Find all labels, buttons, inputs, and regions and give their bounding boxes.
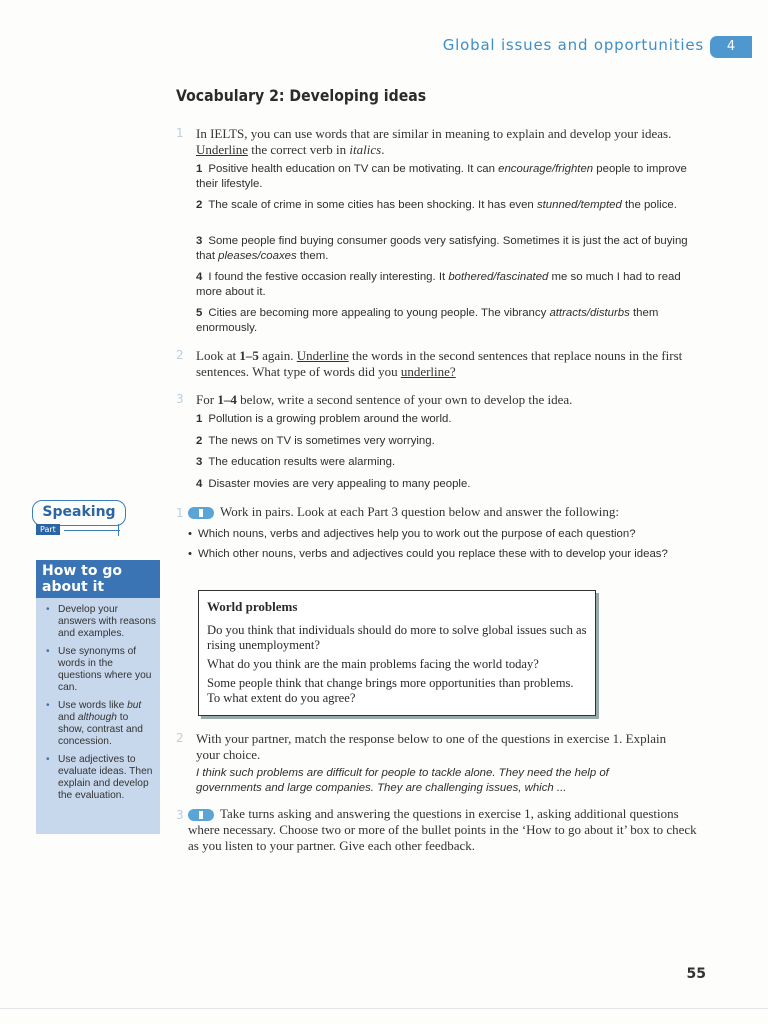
divider (118, 524, 119, 536)
world-problems-box (198, 590, 596, 716)
list-item: 3 The education results were alarming. (196, 456, 396, 468)
tip-bullet: • Develop your answers with reasons and examples. (42, 604, 156, 640)
question: Some people think that change brings more opportunities than problems. To what extent do you agree? (207, 676, 574, 705)
list-item: 1 Positive health education on TV can be motivating. It can encourage/frighten people to improve their lifestyle. (196, 163, 687, 190)
box-title: World problems (207, 599, 298, 614)
speaking-label: Speaking (32, 500, 126, 526)
how-to-go-about-it-header: How to go about it (36, 560, 160, 598)
chapter-title: Global issues and opportunities (442, 36, 704, 54)
part-tag: Part (36, 524, 60, 535)
list-item: 1 Pollution is a growing problem around the world. (196, 413, 452, 425)
model-response: I think such problems are difficult for people to tackle alone. They need the help of governments and large companies. They are challenging issues, which ... (196, 767, 609, 794)
list-item: 4 Disaster movies are very appealing to many people. (196, 478, 471, 490)
unit-number-badge: 4 (710, 36, 752, 58)
exercise-instruction: In IELTS, you can use words that are similar in meaning to explain and develop your ideas. Underline the correct verb in italics. (196, 126, 672, 157)
list-item: 2 The scale of crime in some cities has been shocking. It has even stunned/tempted the police. (196, 199, 677, 211)
list-item: 3 Some people find buying consumer goods very satisfying. Sometimes it is just the act of buying that pleases/coaxes them. (196, 235, 688, 262)
pair-work-icon (188, 809, 214, 821)
tip-bullet: • Use adjectives to evaluate ideas. Then explain and develop the evaluation. (42, 754, 156, 802)
list-item: 2 The news on TV is sometimes very worrying. (196, 435, 435, 447)
divider (0, 1008, 768, 1009)
question: What do you think are the main problems facing the world today? (207, 657, 539, 671)
exercise-instruction: Take turns asking and answering the questions in exercise 1, asking additional questions where necessary. Choose two or more of the bullet points in the ‘How to go about it’ box to check as you listen to your partner. Give each other feedback. (188, 806, 697, 853)
list-item: • Which nouns, verbs and adjectives help you to work out the purpose of each question? (198, 527, 698, 542)
section-title: Vocabulary 2: Developing ideas (176, 86, 427, 105)
exercise-instruction: For 1–4 below, write a second sentence of your own to develop the idea. (196, 392, 573, 407)
tip-bullet: • Use words like but and although to show, contrast and concession. (42, 700, 156, 748)
page-number: 55 (686, 966, 706, 982)
exercise-number: 1 (176, 506, 184, 520)
pair-work-icon (188, 507, 214, 519)
exercise-number: 3 (176, 808, 184, 822)
exercise-number: 2 (176, 731, 184, 745)
how-to-go-about-it-box (36, 598, 160, 834)
exercise-instruction: Look at 1–5 again. Underline the words in the second sentences that replace nouns in the first sentences. What type of words did you underline? (196, 348, 683, 379)
divider (64, 530, 120, 531)
list-item: 5 Cities are becoming more appealing to young people. The vibrancy attracts/disturbs them enormously. (196, 307, 659, 334)
list-item: • Which other nouns, verbs and adjectives could you replace these with to develop your ideas? (198, 547, 688, 562)
exercise-number: 1 (176, 126, 184, 140)
exercise-instruction: With your partner, match the response below to one of the questions in exercise 1. Explain your choice. (196, 731, 667, 762)
tip-bullet: • Use synonyms of words in the questions where you can. (42, 646, 156, 694)
question: Do you think that individuals should do more to solve global issues such as rising unemployment? (207, 623, 587, 652)
list-item: 4 I found the festive occasion really interesting. It bothered/fascinated me so much I had to read more about it. (196, 271, 681, 298)
exercise-instruction: Work in pairs. Look at each Part 3 question below and answer the following: (188, 504, 708, 520)
exercise-number: 2 (176, 348, 184, 362)
exercise-number: 3 (176, 392, 184, 406)
